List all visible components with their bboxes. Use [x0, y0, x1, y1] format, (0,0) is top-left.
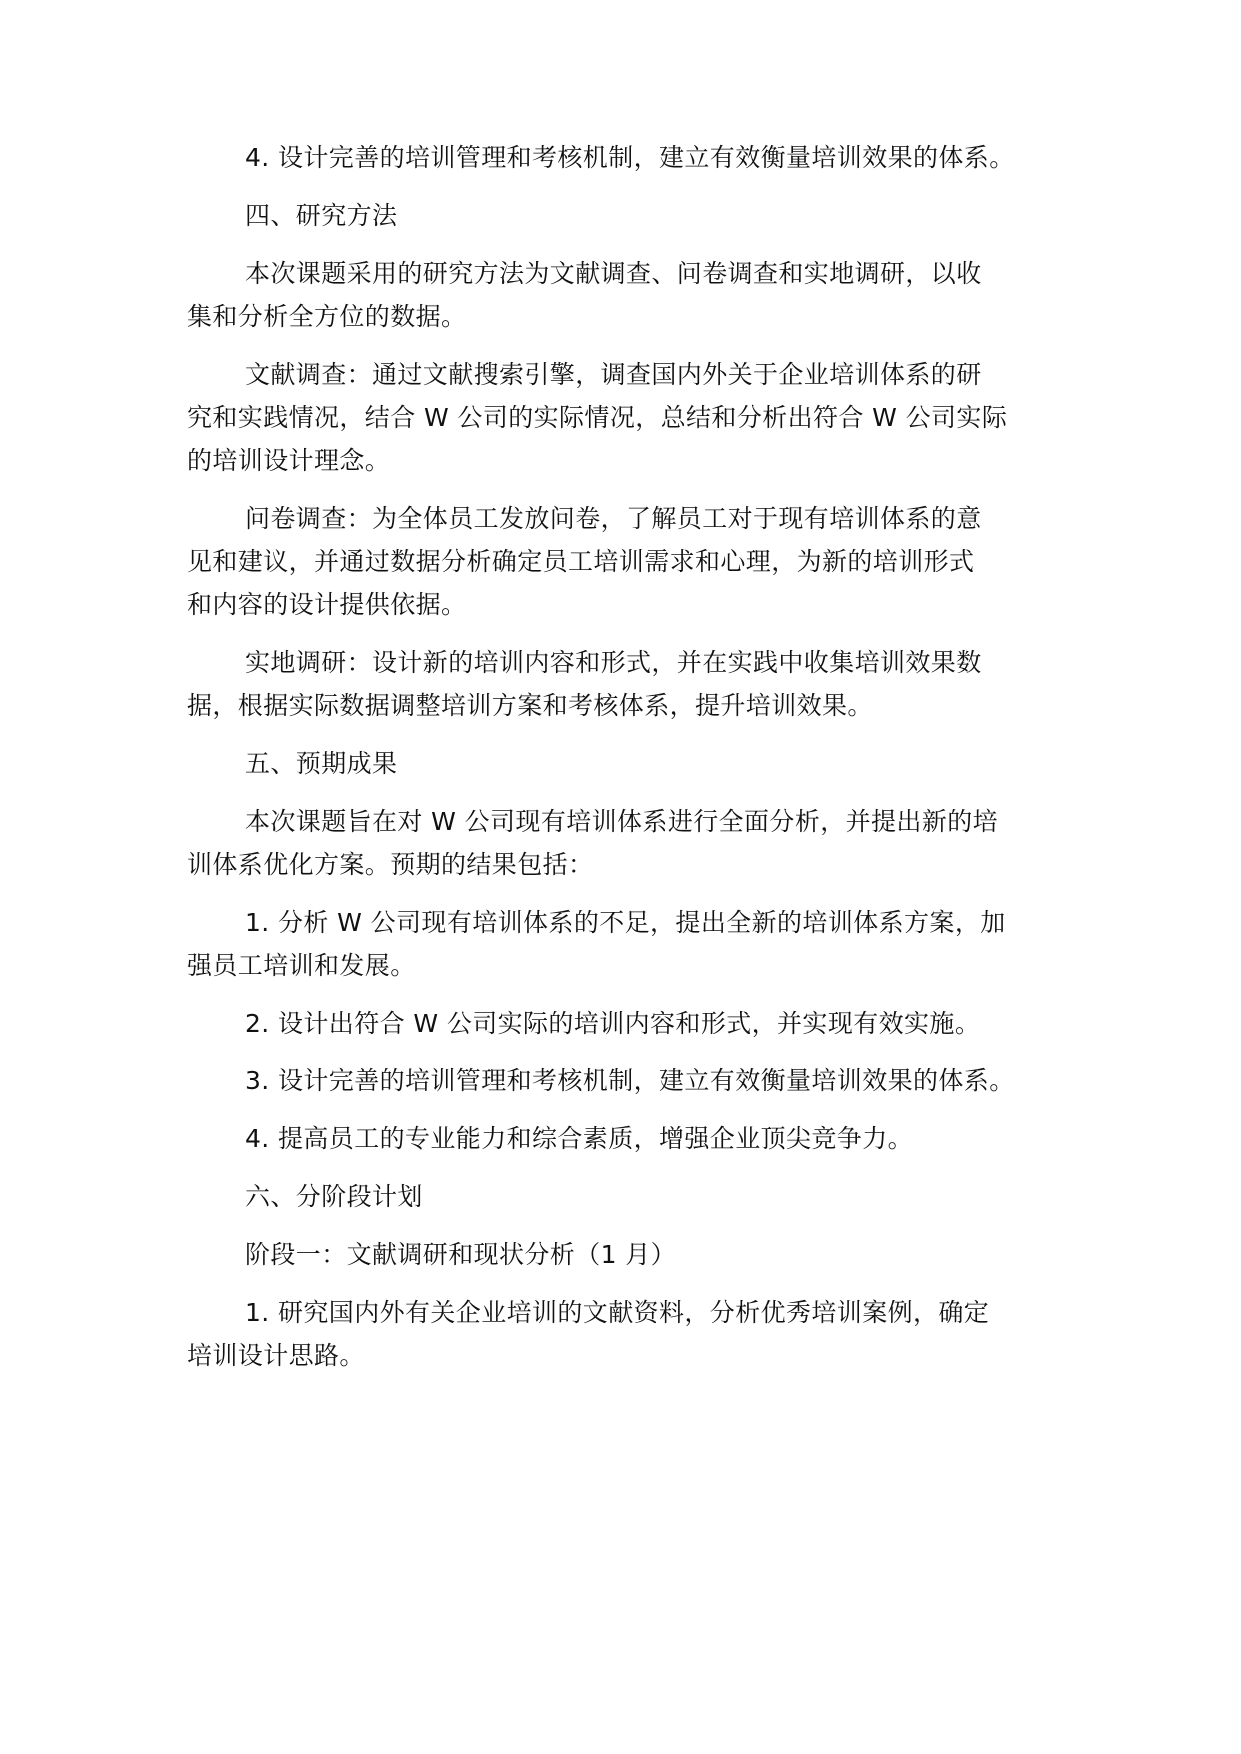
paragraph-line: 的培训设计理念。: [187, 446, 391, 475]
paragraph-line: 文献调查：通过文献搜索引擎，调查国内外关于企业培训体系的研: [245, 360, 982, 389]
section-heading-expected-results: 五、预期成果: [245, 749, 398, 778]
paragraph-line: 训体系优化方案。预期的结果包括：: [187, 850, 594, 879]
paragraph-line: 集和分析全方位的数据。: [187, 302, 467, 331]
list-item-line: 2. 设计出符合 W 公司实际的培训内容和形式，并实现有效实施。: [245, 1009, 981, 1038]
list-item-line: 3. 设计完善的培训管理和考核机制，建立有效衡量培训效果的体系。: [245, 1066, 1015, 1095]
list-item-line: 强员工培训和发展。: [187, 951, 416, 980]
section-heading-research-methods: 四、研究方法: [245, 201, 398, 230]
stage-heading: 阶段一：文献调研和现状分析（1 月）: [245, 1240, 677, 1269]
paragraph-line: 见和建议，并通过数据分析确定员工培训需求和心理，为新的培训形式: [187, 547, 975, 576]
section-heading-phased-plan: 六、分阶段计划: [245, 1182, 423, 1211]
paragraph-line: 4. 设计完善的培训管理和考核机制，建立有效衡量培训效果的体系。: [245, 143, 1015, 172]
paragraph-line: 据，根据实际数据调整培训方案和考核体系，提升培训效果。: [187, 691, 873, 720]
paragraph-line: 本次课题采用的研究方法为文献调查、问卷调查和实地调研，以收: [245, 259, 982, 288]
list-item-line: 培训设计思路。: [187, 1341, 365, 1370]
list-item-line: 1. 研究国内外有关企业培训的文献资料，分析优秀培训案例，确定: [245, 1298, 990, 1327]
list-item-line: 4. 提高员工的专业能力和综合素质，增强企业顶尖竞争力。: [245, 1124, 914, 1153]
paragraph-line: 实地调研：设计新的培训内容和形式，并在实践中收集培训效果数: [245, 648, 982, 677]
paragraph-line: 问卷调查：为全体员工发放问卷，了解员工对于现有培训体系的意: [245, 504, 982, 533]
list-item-line: 1. 分析 W 公司现有培训体系的不足，提出全新的培训体系方案，加: [245, 908, 1006, 937]
paragraph-line: 本次课题旨在对 W 公司现有培训体系进行全面分析，并提出新的培: [245, 807, 999, 836]
paragraph-line: 和内容的设计提供依据。: [187, 590, 467, 619]
paragraph-line: 究和实践情况，结合 W 公司的实际情况，总结和分析出符合 W 公司实际: [187, 403, 1008, 432]
